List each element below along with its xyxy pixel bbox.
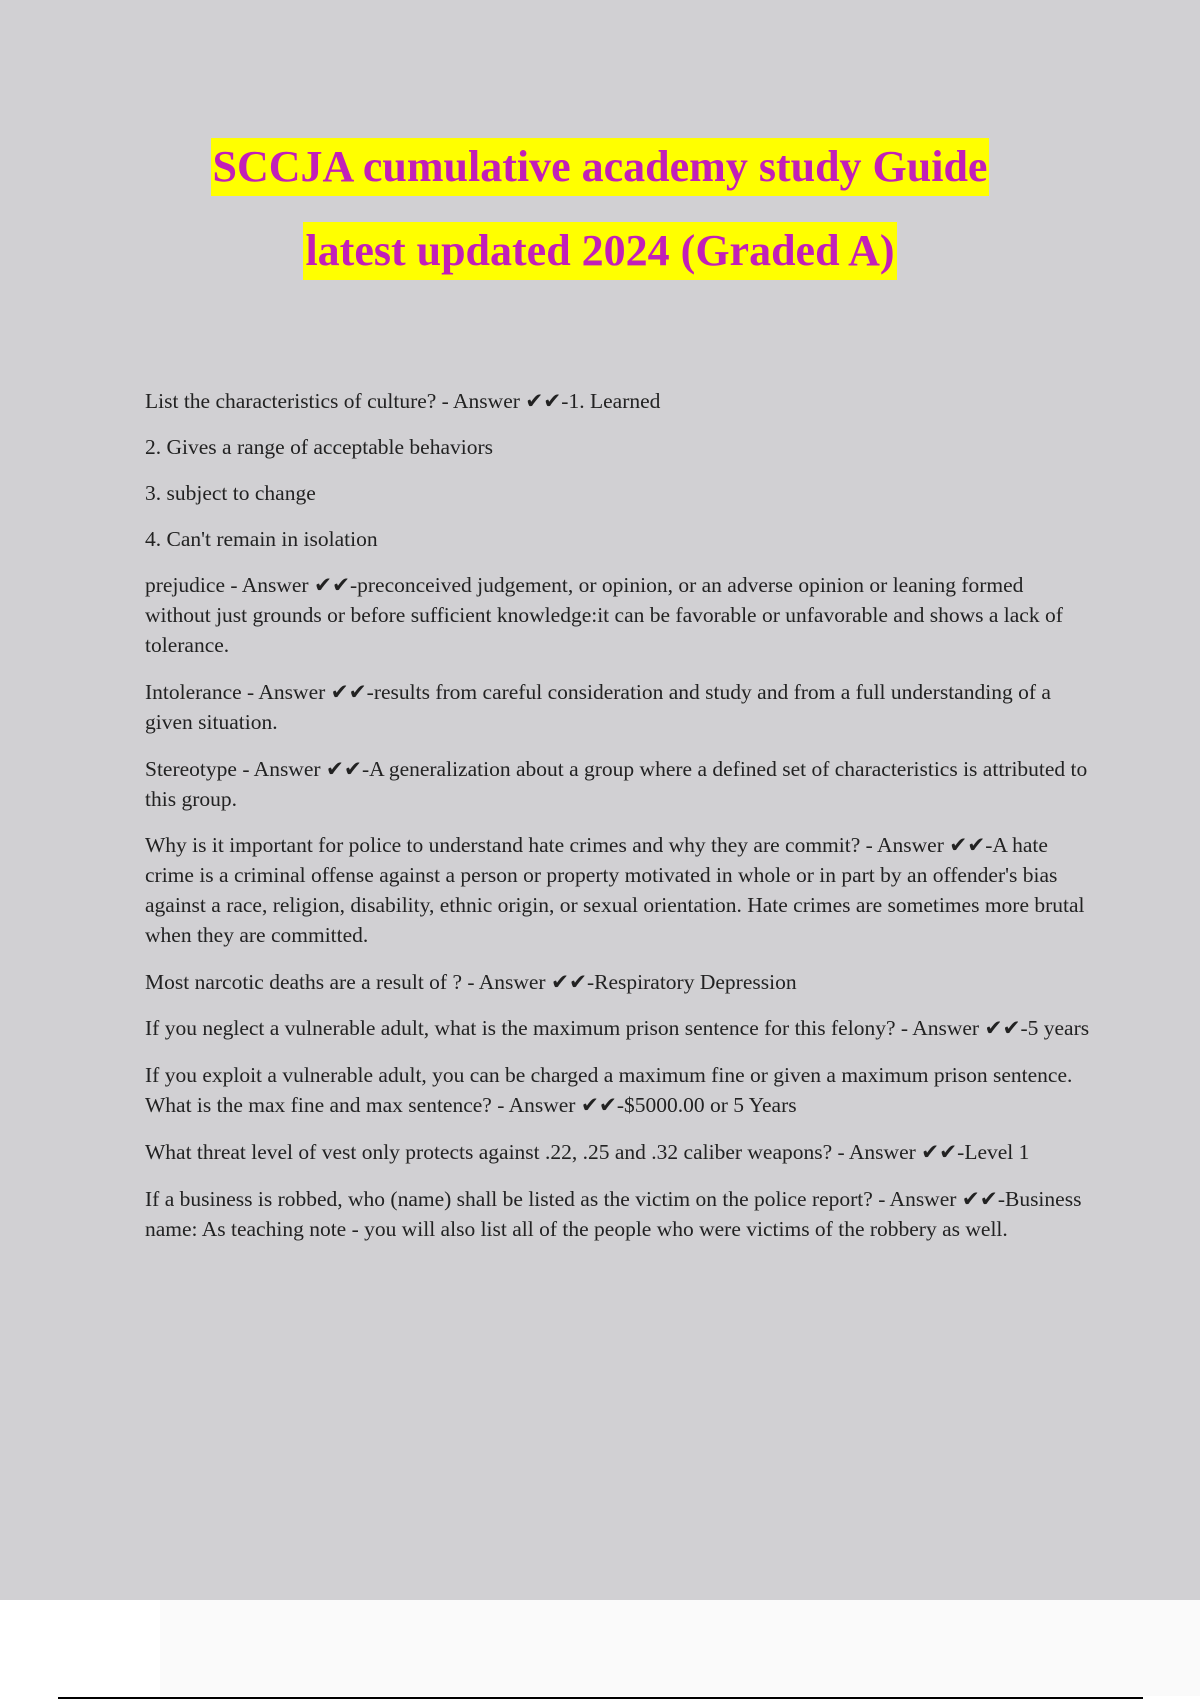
title-line-2: latest updated 2024 (Graded A): [303, 222, 896, 280]
title-line-1: SCCJA cumulative academy study Guide: [211, 138, 990, 196]
qa-item-business-robbery: If a business is robbed, who (name) shall be listed as the victim on the police report? - Answer ✔✔-Business name: As teaching note - you will also list all of the people who were victims of the robbery as well.: [145, 1187, 1082, 1241]
qa-item-prejudice: prejudice - Answer ✔✔-preconceived judgement, or opinion, or an adverse opinion or leaning formed without just grounds or before sufficient knowledge:it can be favorable or unfavorable and shows a lack of tolerance.: [145, 573, 1063, 657]
qa-item-stereotype: Stereotype - Answer ✔✔-A generalization about a group where a defined set of characteristics is attributed to this group.: [145, 757, 1088, 811]
footer-shade: [160, 1600, 1200, 1696]
qa-item-hate-crimes: Why is it important for police to understand hate crimes and why they are commit? - Answer ✔✔-A hate crime is a criminal offense against a person or property motivated in whole or in part by an offender's bias against a race, religion, disability, ethnic origin, or sexual orientation. Hate crimes are sometimes more brutal when they are committed.: [145, 833, 1085, 947]
culture-question: List the characteristics of culture? - Answer ✔✔-1. Learned: [145, 389, 661, 413]
qa-item-neglect-sentence: If you neglect a vulnerable adult, what is the maximum prison sentence for this felony? - Answer ✔✔-5 years: [145, 1016, 1090, 1040]
footer-rule: [58, 1697, 1143, 1699]
qa-item-intolerance: Intolerance - Answer ✔✔-results from careful consideration and study and from a full understanding of a given situation.: [145, 680, 1051, 734]
culture-list-item: 4. Can't remain in isolation: [145, 527, 378, 551]
document-title: [0, 138, 1200, 306]
culture-list-item: 2. Gives a range of acceptable behaviors: [145, 435, 494, 459]
qa-item-vest-level: What threat level of vest only protects against .22, .25 and .32 caliber weapons? - Answer ✔✔-Level 1: [145, 1140, 1030, 1164]
qa-item-narcotic-deaths: Most narcotic deaths are a result of ? - Answer ✔✔-Respiratory Depression: [145, 970, 797, 994]
culture-list-item: 3. subject to change: [145, 481, 316, 505]
qa-content: [145, 386, 1090, 1261]
qa-item-exploit-fine: If you exploit a vulnerable adult, you can be charged a maximum fine or given a maximum prison sentence. What is the max fine and max sentence? - Answer ✔✔-$5000.00 or 5 Years: [145, 1063, 1073, 1117]
